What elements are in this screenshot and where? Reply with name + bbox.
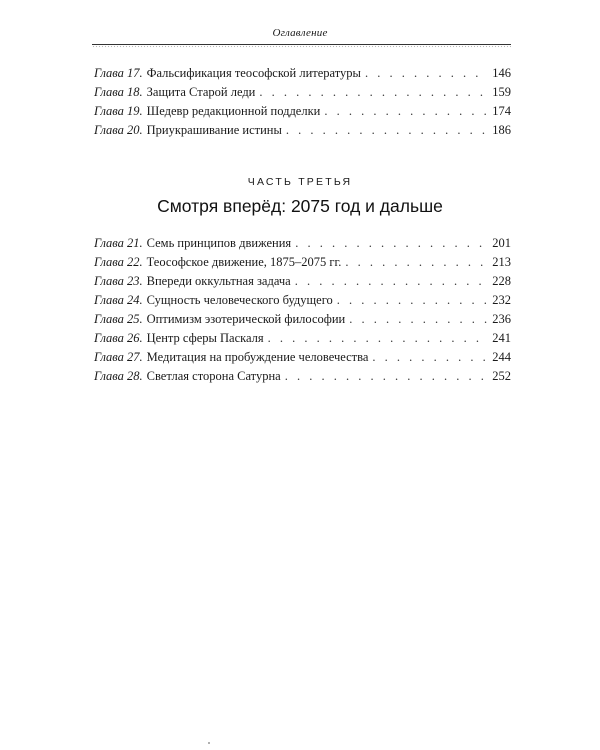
page-number: 159: [492, 85, 511, 99]
chapter-title: Медитация на пробуждение человечества: [146, 350, 369, 364]
page-number: 252: [492, 369, 511, 383]
chapter-title: Сущность человеческого будущего: [146, 293, 333, 307]
dot-leader: [324, 104, 488, 119]
dot-leader: [286, 123, 488, 138]
dot-leader: [285, 369, 489, 384]
chapter-title: Впереди оккультная задача: [146, 274, 291, 288]
chapter-title: Светлая сторона Сатурна: [146, 369, 281, 383]
dot-leader: [365, 66, 488, 81]
page-number: 236: [492, 312, 511, 326]
toc-entry[interactable]: [94, 66, 511, 85]
toc-entry[interactable]: [94, 369, 511, 388]
part-title: Смотря вперёд: 2075 год и дальше: [157, 196, 443, 216]
toc-entry[interactable]: [94, 350, 511, 369]
chapter-label: Глава 19.: [94, 104, 143, 118]
chapter-label: Глава 25.: [94, 312, 143, 326]
chapter-title: Центр сферы Паскаля: [146, 331, 264, 345]
dot-leader: [259, 85, 488, 100]
part-label: ЧАСТЬ ТРЕТЬЯ: [247, 176, 353, 188]
page-number: 174: [492, 104, 511, 118]
chapter-label: Глава 21.: [94, 236, 143, 250]
page-number: 241: [492, 331, 511, 345]
toc-entry[interactable]: [94, 274, 511, 293]
page-number: 232: [492, 293, 511, 307]
toc-entry[interactable]: [94, 236, 511, 255]
running-header: Оглавление: [272, 27, 328, 39]
chapter-title: Фальсификация теософской литературы: [146, 66, 361, 80]
page-number: 213: [492, 255, 511, 269]
page-number: 244: [492, 350, 511, 364]
toc-list-previous-part: [94, 66, 511, 142]
chapter-title: Оптимизм эзотерической философии: [146, 312, 346, 326]
dot-leader: [295, 274, 489, 289]
scan-speck: [208, 742, 210, 744]
toc-entry[interactable]: [94, 104, 511, 123]
header-rule-texture: [92, 45, 511, 48]
toc-entry[interactable]: [94, 255, 511, 274]
chapter-label: Глава 27.: [94, 350, 143, 364]
dot-leader: [337, 293, 488, 308]
chapter-label: Глава 22.: [94, 255, 143, 269]
chapter-title: Шедевр редакционной подделки: [146, 104, 321, 118]
dot-leader: [372, 350, 488, 365]
toc-entry[interactable]: [94, 123, 511, 142]
toc-entry[interactable]: [94, 85, 511, 104]
chapter-label: Глава 17.: [94, 66, 143, 80]
chapter-title: Приукрашивание истины: [146, 123, 282, 137]
chapter-title: Семь принципов движения: [146, 236, 292, 250]
chapter-label: Глава 28.: [94, 369, 143, 383]
dot-leader: [345, 255, 488, 270]
page-number: 186: [492, 123, 511, 137]
chapter-title: Защита Старой леди: [146, 85, 256, 99]
dot-leader: [295, 236, 488, 251]
chapter-label: Глава 18.: [94, 85, 143, 99]
page-number: 201: [492, 236, 511, 250]
page-number: 146: [492, 66, 511, 80]
chapter-label: Глава 24.: [94, 293, 143, 307]
toc-entry[interactable]: [94, 312, 511, 331]
chapter-label: Глава 23.: [94, 274, 143, 288]
toc-entry[interactable]: [94, 293, 511, 312]
toc-entry[interactable]: [94, 331, 511, 350]
toc-list-part-three: [94, 236, 511, 388]
chapter-title: Теософское движение, 1875–2075 гг.: [146, 255, 342, 269]
page-number: 228: [492, 274, 511, 288]
dot-leader: [268, 331, 489, 346]
chapter-label: Глава 26.: [94, 331, 143, 345]
chapter-label: Глава 20.: [94, 123, 143, 137]
dot-leader: [349, 312, 488, 327]
